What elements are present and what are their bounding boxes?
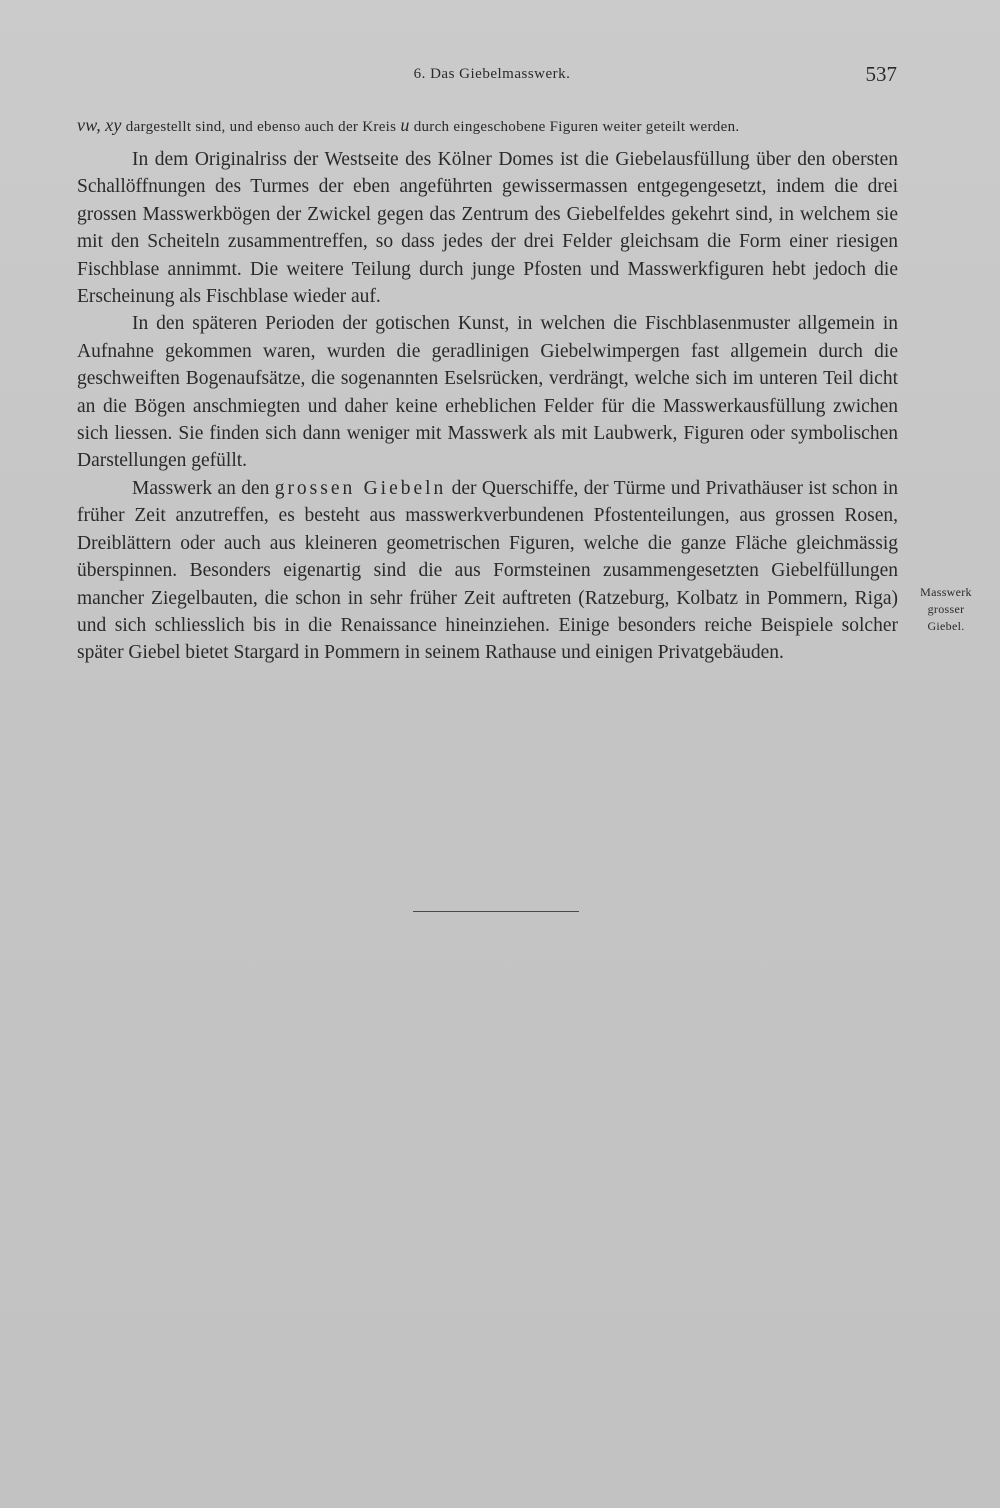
para3-text-2: der Querschiffe, der Türme und Privathäuser ist schon in früher Zeit anzutreffen, es besteht aus masswerkverbundenen Pfostenteilungen, aus grossen Rosen, Dreiblättern oder auch aus kleineren geometrischen Figuren, welche die ganze Fläche gleichmässig überspinnen. Besonders eigenartig sind die aus Formsteinen zusammengesetzten Giebelfüllungen mancher Ziegelbauten, die schon in sehr früher Zeit auftreten (Ratzeburg, Kolbatz in Pommern, Riga) und sich schliesslich bis in die Renaissance hineinziehen. Einige besonders reiche Beispiele solcher später Giebel bietet Stargard in Pommern in seinem Rathause und einigen Privatgebäuden. <box>77 477 898 664</box>
margin-note <box>910 584 982 635</box>
lead-text-1: dargestellt sind, und ebenso auch der Kreis <box>125 119 397 135</box>
margin-note-line-1: Masswerk <box>920 585 972 599</box>
paragraph-grosse-giebel <box>77 475 898 667</box>
continuation-paragraph <box>77 113 898 139</box>
para3-text-1: Masswerk an den <box>132 477 270 499</box>
para3-spaced-emphasis: grossen Giebeln <box>274 477 447 499</box>
math-u: u <box>400 115 410 135</box>
margin-note-line-3: Giebel. <box>927 619 965 633</box>
math-vw: vw, <box>77 115 102 135</box>
page-number: 537 <box>865 62 897 86</box>
running-title: 6. Das Giebelmasswerk. <box>413 66 571 82</box>
body-text <box>77 113 898 667</box>
lead-text-2: durch eingeschobene Figuren weiter geteilt werden. <box>413 119 740 135</box>
math-xy: xy <box>105 115 122 135</box>
paragraph-koelner-dom: In dem Originalriss der Westseite des Kölner Domes ist die Giebelausfüllung über den obersten Schallöffnungen des Turmes der eben angeführten gewissermassen entgegengesetzt, indem die drei grossen Masswerkbögen der Zwickel gegen das Zentrum des Giebelfeldes gekehrt sind, in welchem sie mit den Scheiteln zusammentreffen, so dass jedes der drei Felder gleichsam die Form einer riesigen Fischblase annimmt. Die weitere Teilung durch junge Pfosten und Masswerkfiguren hebt jedoch die Erscheinung als Fischblase wieder auf. <box>77 149 898 308</box>
paragraph-spaetere-perioden: In den späteren Perioden der gotischen Kunst, in welchen die Fischblasenmuster allgemein in Aufnahne gekommen waren, wurden die geradlinigen Giebelwimpergen fast allgemein durch die geschweiften Bogenaufsätze, die sogenannten Eselsrücken, verdrängt, welche sich im unteren Teil dicht an die Bögen anschmiegten und daher keine erheblichen Felder für die Masswerkausfüllung zwichen sich liessen. Sie finden sich dann weniger mit Masswerk als mit Laubwerk, Figuren oder symbolischen Darstellungen gefüllt. <box>77 313 898 472</box>
margin-note-line-2: grosser <box>927 602 965 616</box>
section-end-rule <box>413 911 579 912</box>
running-header <box>77 62 897 88</box>
